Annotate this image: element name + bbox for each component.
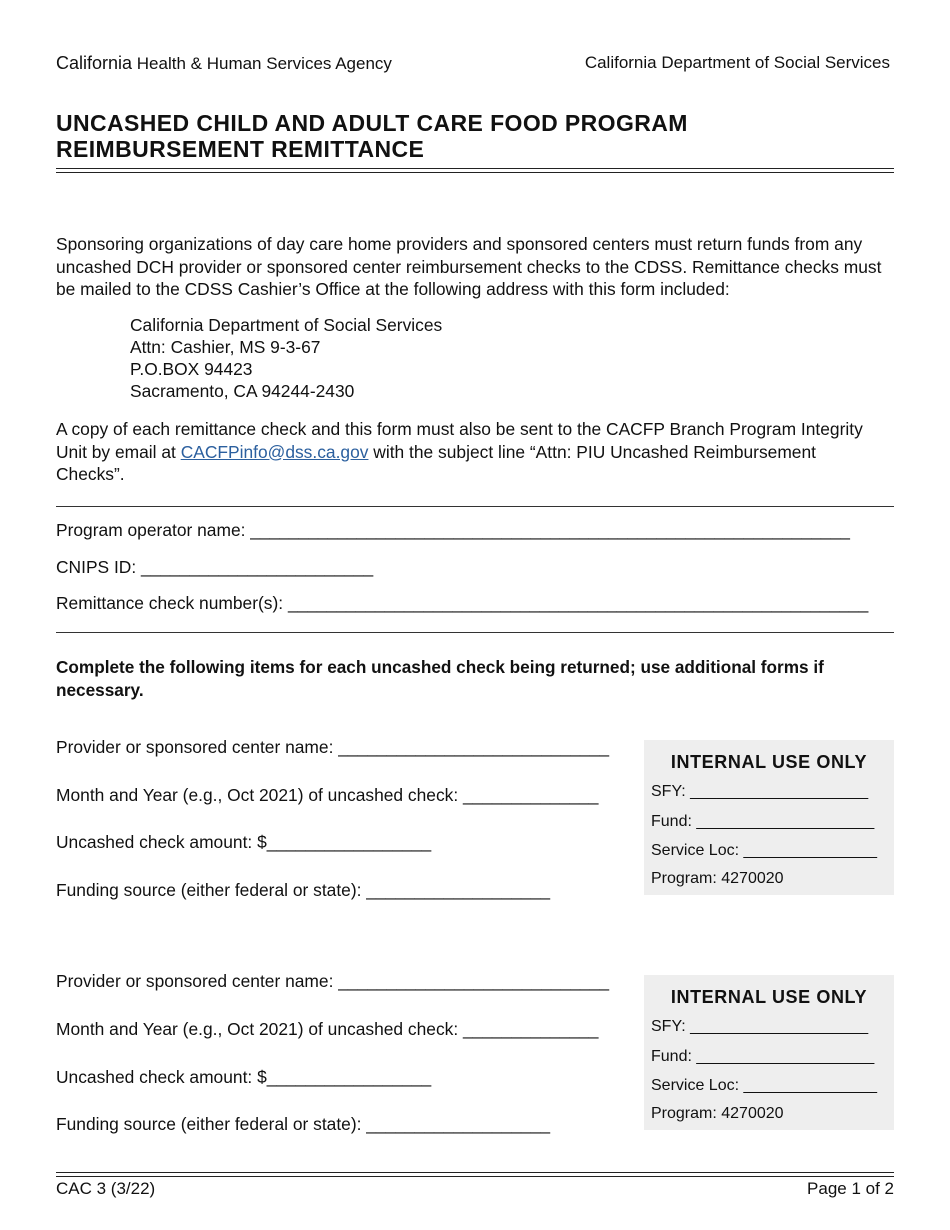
- address-line: P.O.BOX 94423: [130, 359, 253, 379]
- fund-field[interactable]: Fund: ____________________: [651, 813, 875, 830]
- title-divider: [56, 168, 894, 173]
- intro-paragraph: Sponsoring organizations of day care home providers and sponsored centers must return funds from any uncashed DCH provider or sponsored center reimbursement checks to the CDSS. Remittance checks must be mailed to the CDSS Cashier’s Office at the following address with this form included:: [56, 234, 882, 299]
- department-name: California Department of Social Services: [584, 53, 890, 72]
- form-title-line1: UNCASHED CHILD AND ADULT CARE FOOD PROGRAM: [56, 110, 688, 136]
- sfy-field[interactable]: SFY: ____________________: [651, 1018, 869, 1035]
- check-instructions: Complete the following items for each uncashed check being returned; use additional forms if necessary.: [56, 657, 824, 700]
- month-year-field[interactable]: Month and Year (e.g., Oct 2021) of uncashed check: ______________: [56, 785, 599, 805]
- provider-name-field[interactable]: Provider or sponsored center name: ____________________________: [56, 971, 610, 991]
- form-title-line2: REIMBURSEMENT REMITTANCE: [56, 136, 425, 162]
- funding-source-field[interactable]: Funding source (either federal or state): ___________________: [56, 1114, 551, 1134]
- agency-name: [56, 53, 392, 74]
- agency-rest: Health & Human Services Agency: [136, 54, 392, 73]
- form-title: [56, 110, 894, 162]
- email-link[interactable]: CACFPinfo@dss.ca.gov: [180, 441, 369, 462]
- funding-source-field[interactable]: Funding source (either federal or state): ___________________: [56, 880, 551, 900]
- address-line: Attn: Cashier, MS 9-3-67: [130, 337, 321, 357]
- check-amount-field[interactable]: Uncashed check amount: $_________________: [56, 1067, 432, 1087]
- cnips-id-field[interactable]: CNIPS ID: ________________________: [56, 557, 374, 577]
- form-id: CAC 3 (3/22): [56, 1179, 156, 1198]
- program-operator-field[interactable]: Program operator name: ______________________________________________________________: [56, 520, 850, 540]
- program-code: Program: 4270020: [651, 870, 784, 887]
- service-loc-field[interactable]: Service Loc: _______________: [651, 1077, 877, 1094]
- sfy-field[interactable]: SFY: ____________________: [651, 783, 869, 800]
- remittance-check-field[interactable]: Remittance check number(s): ____________________________________________________________: [56, 593, 869, 613]
- page-number: Page 1 of 2: [807, 1179, 894, 1198]
- check-amount-field[interactable]: Uncashed check amount: $_________________: [56, 832, 432, 852]
- month-year-field[interactable]: Month and Year (e.g., Oct 2021) of uncashed check: ______________: [56, 1019, 599, 1039]
- copy-text-before: A copy of each remittance check and this form must also be sent to the CACFP Branch Program Integrity Unit by email at: [56, 419, 863, 462]
- mailing-address: [130, 314, 442, 402]
- program-code: Program: 4270020: [651, 1105, 784, 1122]
- section-divider: [56, 632, 894, 633]
- section-divider: [56, 506, 894, 507]
- copy-instructions: [56, 418, 866, 486]
- internal-use-box: [644, 975, 894, 1130]
- address-line: California Department of Social Services: [130, 315, 443, 335]
- fund-field[interactable]: Fund: ____________________: [651, 1048, 875, 1065]
- internal-use-title: INTERNAL USE ONLY: [670, 752, 868, 772]
- provider-name-field[interactable]: Provider or sponsored center name: ____________________________: [56, 737, 610, 757]
- internal-use-title: INTERNAL USE ONLY: [670, 987, 868, 1007]
- service-loc-field[interactable]: Service Loc: _______________: [651, 842, 877, 859]
- internal-use-box: [644, 740, 894, 895]
- agency-state: California: [56, 53, 133, 73]
- footer-divider: [56, 1172, 894, 1177]
- address-line: Sacramento, CA 94244-2430: [130, 381, 355, 401]
- copy-text-after: with the subject line “Attn: PIU Uncashed Reimbursement Checks”.: [56, 441, 816, 484]
